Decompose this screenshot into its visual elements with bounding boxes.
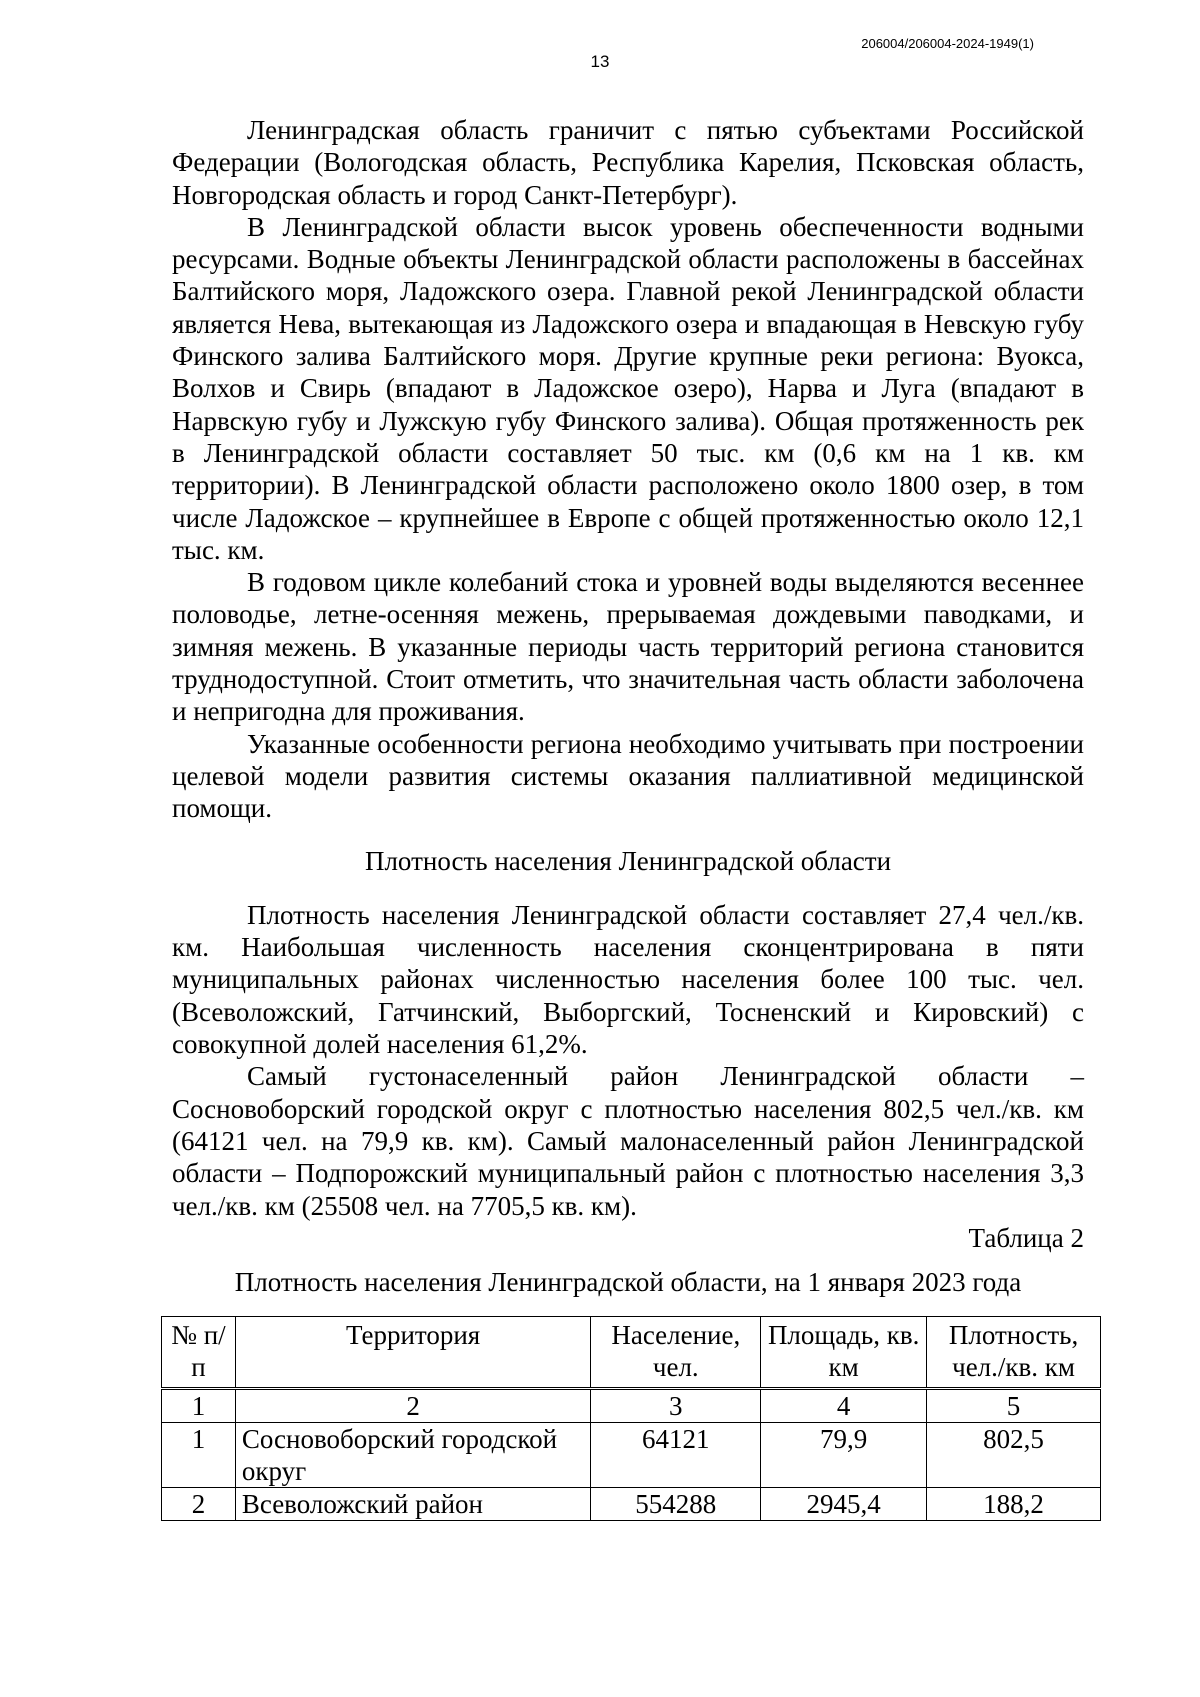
paragraph-water-resources: В Ленинградской области высок уровень обеспеченности водными ресурсами. Водные объекты Ленинградской области расположены в бассейнах Балтийского моря, Ладожского озера. Главной рекой Ленинградской области является Нева, вытекающая из Ладожского озера и впадающая в Невскую губу Финского залива Балтийского моря. Другие крупные реки региона: Вуокса, Волхов и Свирь (впадают в Ладожское озеро), Нарва и Луга (впадают в Нарвскую губу и Лужскую губу Финского залива). Общая протяженность рек в Ленинградской области составляет 50 тыс. км (0,6 км на 1 кв. км территории). В Ленинградской области расположено около 1800 озер, в том числе Ладожское – крупнейшее в Европе с общей протяженностью около 12,1 тыс. км. — [172, 211, 1084, 565]
table-header-row — [162, 1317, 1101, 1389]
column-number: 1 — [162, 1389, 236, 1423]
cell-area: 79,9 — [761, 1423, 927, 1488]
paragraph-density: Плотность населения Ленинградской области составляет 27,4 чел./кв. км. Наибольшая численность населения сконцентрирована в пяти муниципальных районах численностью населения более 100 тыс. чел. (Всеволожский, Гатчинский, Выборгский, Тосненский и Кировский) с совокупной долей населения 61,2%. — [172, 899, 1084, 1060]
cell-num: 2 — [162, 1488, 236, 1521]
column-numbers-row — [162, 1389, 1101, 1423]
cell-population: 64121 — [591, 1423, 761, 1488]
paragraph-density-extremes: Самый густонаселенный район Ленинградской области – Сосновоборский городской округ с плотностью населения 802,5 чел./кв. км (64121 чел. на 79,9 кв. км). Самый малонаселенный район Ленинградской области – Подпорожский муниципальный район с плотностью населения 3,3 чел./кв. км (25508 чел. на 7705,5 кв. км). — [172, 1061, 1084, 1221]
cell-area: 2945,4 — [761, 1488, 927, 1521]
density-table — [161, 1316, 1101, 1521]
header-territory: Территория — [235, 1317, 590, 1389]
header-area: Площадь, кв. км — [761, 1317, 927, 1389]
cell-density: 802,5 — [927, 1423, 1101, 1488]
header-population: Население, чел. — [591, 1317, 761, 1389]
table-label: Таблица 2 — [968, 1222, 1084, 1253]
table-title: Плотность населения Ленинградской области, на 1 января 2023 года — [234, 1267, 1022, 1298]
cell-population: 554288 — [591, 1488, 761, 1521]
paragraph-considerations: Указанные особенности региона необходимо учитывать при построении целевой модели развития системы оказания паллиативной медицинской помощи. — [172, 728, 1084, 824]
header-density: Плотность, чел./кв. км — [927, 1317, 1101, 1389]
page-number: 13 — [590, 52, 610, 71]
document-body — [172, 114, 1084, 1521]
cell-territory: Сосновоборский городской округ — [235, 1423, 590, 1488]
header-num: № п/п — [162, 1317, 236, 1389]
cell-density: 188,2 — [927, 1488, 1101, 1521]
table-row — [162, 1423, 1101, 1488]
paragraph-borders: Ленинградская область граничит с пятью субъектами Российской Федерации (Вологодская область, Республика Карелия, Псковская область, Новгородская область и город Санкт-Петербург). — [172, 115, 1084, 210]
column-number: 5 — [927, 1389, 1101, 1423]
column-number: 4 — [761, 1389, 927, 1423]
column-number: 2 — [235, 1389, 590, 1423]
cell-territory: Всеволожский район — [235, 1488, 590, 1521]
table-row — [162, 1488, 1101, 1521]
section-heading: Плотность населения Ленинградской области — [364, 845, 892, 876]
cell-num: 1 — [162, 1423, 236, 1488]
document-id: 206004/206004-2024-1949(1) — [861, 36, 1034, 51]
column-number: 3 — [591, 1389, 761, 1423]
paragraph-water-cycle: В годовом цикле колебаний стока и уровней воды выделяются весеннее половодье, летне-осенняя межень, прерываемая дождевыми паводками, и зимняя межень. В указанные периоды часть территорий региона становится труднодоступной. Стоит отметить, что значительная часть области заболочена и непригодна для проживания. — [172, 567, 1084, 727]
